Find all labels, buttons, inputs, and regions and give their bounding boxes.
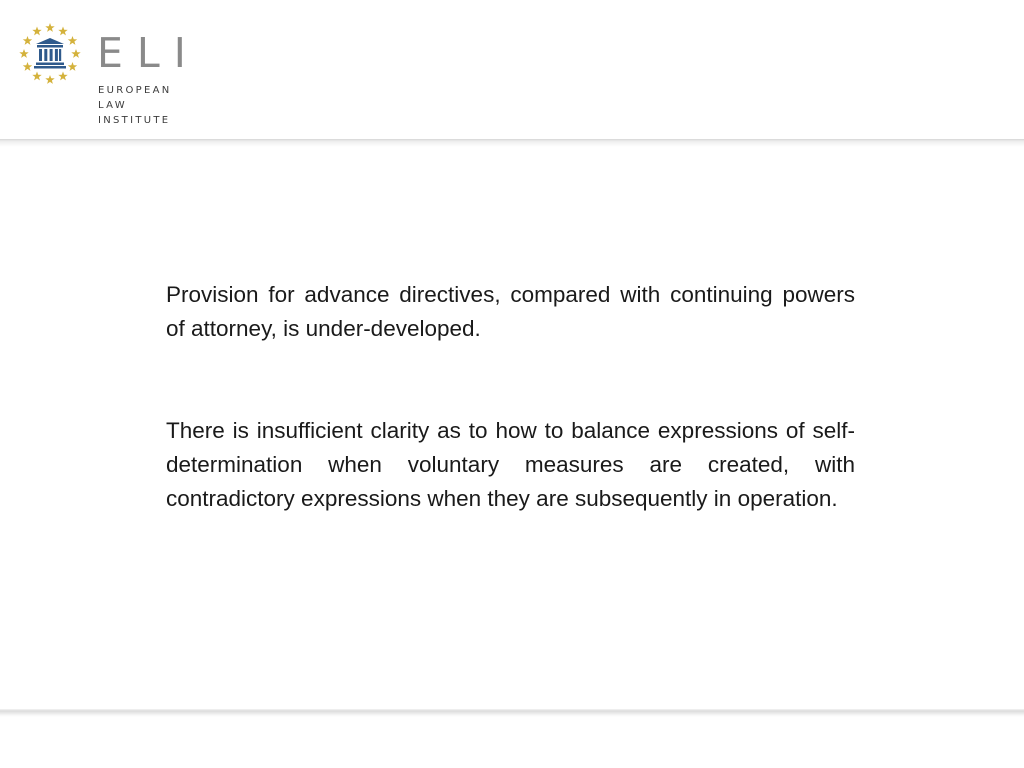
star-icon <box>45 75 54 84</box>
paragraph-self-determination: There is insufficient clarity as to how to balance expressions of self-determination when voluntary measures are created, with contradictory expressions when they are subsequently in operation. <box>166 418 855 511</box>
logo-line-european: EUROPEAN <box>98 85 172 96</box>
star-icon <box>45 23 54 32</box>
slide-body <box>166 278 855 516</box>
star-icon <box>68 62 77 71</box>
temple-icon <box>34 38 66 69</box>
eli-full-name <box>98 83 172 128</box>
star-icon <box>32 27 41 36</box>
paragraph-advance-directives: Provision for advance directives, compared with continuing powers of attorney, is under-developed. <box>166 282 855 341</box>
star-icon <box>58 72 67 81</box>
footer-divider <box>0 709 1024 717</box>
star-icon <box>32 72 41 81</box>
eli-wordmark: ELI <box>97 29 200 77</box>
logo-line-law: LAW <box>98 100 127 111</box>
header-divider <box>0 139 1024 147</box>
logo-line-institute: INSTITUTE <box>98 115 171 126</box>
eli-emblem-icon <box>18 20 82 84</box>
star-icon <box>68 36 77 45</box>
slide-header <box>0 0 1024 140</box>
star-icon <box>23 62 32 71</box>
star-icon <box>23 36 32 45</box>
star-icon <box>58 27 67 36</box>
eli-logo <box>18 20 198 130</box>
star-icon <box>71 49 80 58</box>
star-icon <box>19 49 28 58</box>
